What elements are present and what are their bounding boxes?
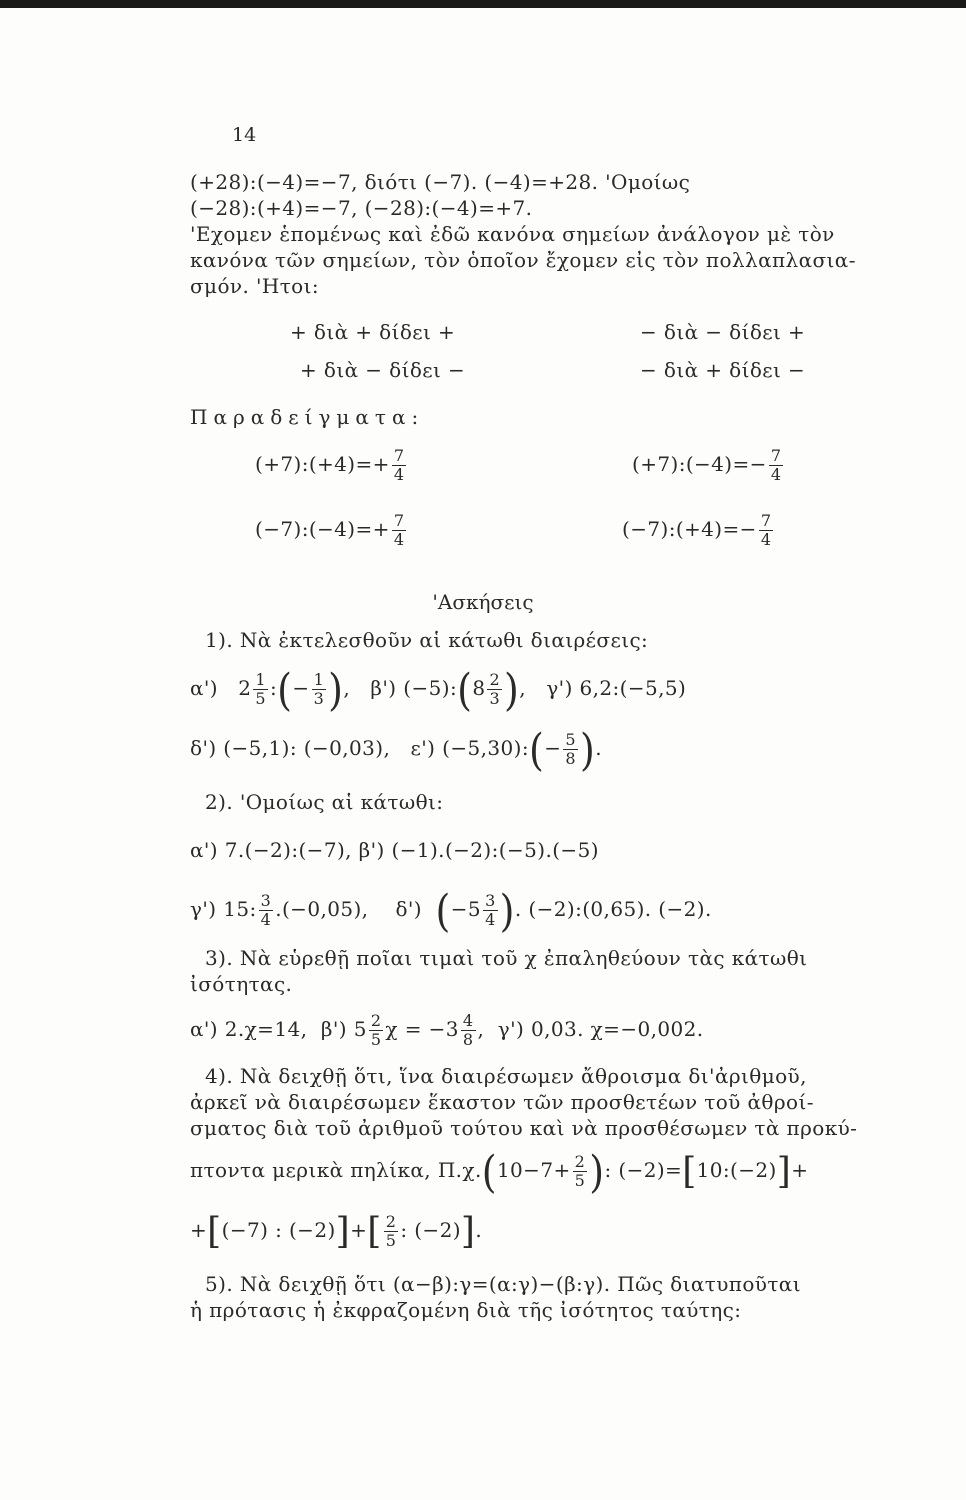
- exercise-4-fraction: [573, 1153, 588, 1190]
- paren-close: ): [499, 885, 515, 936]
- paren-open: (: [435, 885, 451, 936]
- exercise-4-after-paren: : (−2)=: [604, 1158, 683, 1182]
- exercise-3b-fraction-2: [461, 1012, 476, 1049]
- exercise-4-bracket-2: (−7) : (−2): [221, 1218, 336, 1242]
- exercise-1-row-2: δ') (−5,1): (−0,03), ε') (−5,30):(− $\frac{5}{8}$ ).: [190, 724, 602, 775]
- exercise-1-row-1: α') 2 $\frac{1}{5}$ :(− $\frac{1}{3}$ ), β') (−5):(8 $\frac{2}{3}$ ), γ') 6,2:(−5,5): [190, 664, 687, 715]
- paren-open: (: [277, 664, 293, 715]
- exercise-3b-whole: 5: [353, 1017, 367, 1041]
- exercise-1b-num: 2: [489, 670, 501, 689]
- exercise-1a-inner-sign: −: [292, 676, 310, 700]
- exercise-1c: γ') 6,2:(−5,5): [546, 676, 687, 700]
- exercise-2c-right: .(−0,05),: [275, 897, 369, 921]
- example-3-num: 7: [393, 511, 405, 530]
- example-3-text: (−7):(−4)=+: [255, 517, 390, 541]
- exercise-1a-whole: 2: [238, 676, 252, 700]
- example-1-fraction: [392, 447, 407, 484]
- exercise-1e-inner-sign: −: [544, 736, 562, 760]
- exercises-heading: 'Ασκήσεις: [432, 590, 534, 614]
- exercise-4-line5-lead: +: [190, 1218, 208, 1242]
- exercise-4-line-5: +[(−7) : (−2)]+[ $\frac{2}{5}$ : (−2)].: [190, 1210, 483, 1252]
- exercise-1b-fraction: [487, 671, 502, 708]
- exercise-3b-fraction-1: [369, 1012, 384, 1049]
- intro-line-5: σμόν. 'Ητοι:: [190, 274, 319, 298]
- example-2-fraction: [769, 447, 784, 484]
- exercise-3-line-1: 3). Νὰ εὑρεθῇ ποῖαι τιμαὶ τοῦ χ ἐπαληθεύουν τὰς κάτωθι: [205, 946, 808, 970]
- rule-plus-plus: + διὰ + δίδει +: [290, 320, 456, 344]
- exercise-3a: α') 2.χ=14,: [190, 1017, 308, 1041]
- example-4-fraction: [759, 512, 774, 549]
- exercise-2c-num: 3: [260, 891, 272, 910]
- exercise-1e-fraction: [563, 731, 578, 768]
- exercise-1-text: Νὰ ἐκτελεσθοῦν αἱ κάτωθι διαιρέσεις:: [239, 628, 649, 652]
- exercise-4-bracket-3-den: 5: [385, 1231, 397, 1250]
- exercise-1-intro: [205, 628, 648, 652]
- bracket-close: ]: [335, 1210, 351, 1252]
- exercise-4-bracket-1: 10:(−2): [696, 1158, 777, 1182]
- bracket-close: ]: [460, 1210, 476, 1252]
- example-3-fraction: [392, 512, 407, 549]
- example-1-den: 4: [393, 465, 405, 484]
- example-2: [632, 440, 785, 488]
- exercise-5-line-1: 5). Νὰ δειχθῇ ὅτι (α−β):γ=(α:γ)−(β:γ). Πῶς διατυποῦται: [205, 1272, 801, 1296]
- exercise-1b-label: β'): [370, 676, 397, 700]
- exercise-1e-den: 8: [565, 749, 576, 768]
- example-3-den: 4: [393, 530, 405, 549]
- exercise-1a-inner-num: 1: [313, 670, 325, 689]
- exercise-2-intro: 2). 'Ομοίως αἱ κάτωθι:: [205, 790, 444, 814]
- exercise-2c-fraction: [259, 892, 274, 929]
- example-4-num: 7: [760, 511, 772, 530]
- exercise-2c-den: 4: [260, 910, 272, 929]
- rule-minus-plus: − διὰ + δίδει −: [640, 358, 806, 382]
- exercise-3-row: α') 2.χ=14, β') 5 $\frac{2}{5}$ χ = −3 $\frac{4}{8}$ , γ') 0,03. χ=−0,002.: [190, 1011, 704, 1049]
- example-2-num: 7: [770, 446, 782, 465]
- exercise-4-line-1: 4). Νὰ δειχθῇ ὅτι, ἵνα διαιρέσωμεν ἄθροισμα δι'ἀριθμοῦ,: [205, 1064, 807, 1088]
- bracket-open: [: [367, 1210, 382, 1252]
- example-4-text: (−7):(+4)=−: [622, 517, 757, 541]
- example-4-den: 4: [760, 530, 772, 549]
- bracket-open: [: [682, 1150, 697, 1192]
- example-1-num: 7: [393, 446, 405, 465]
- exercise-4-line-2: ἀρκεῖ νὰ διαιρέσωμεν ἕκαστον τῶν προσθετέων τοῦ ἀθροί-: [190, 1090, 814, 1114]
- exercise-1b-left: (−5):: [403, 676, 458, 700]
- exercise-1a-den: 5: [255, 689, 267, 708]
- exercise-1a-div: :: [270, 676, 278, 700]
- exercise-1a-fraction: [253, 671, 268, 708]
- exercise-3b-num: 2: [370, 1011, 382, 1030]
- exercise-2c-left: 15:: [223, 897, 257, 921]
- paren-open: (: [528, 724, 545, 775]
- example-1: [255, 440, 408, 488]
- exercise-4-line-3: σματος διὰ τοῦ ἀριθμοῦ τούτου καὶ νὰ προσθέσωμεν τὰ προκύ-: [190, 1116, 858, 1140]
- paren-open: (: [481, 1146, 497, 1197]
- exercise-4-bracket-3-rest: : (−2): [400, 1218, 461, 1242]
- intro-line-1: (+28):(−4)=−7, διότι (−7). (−4)=+28. 'Ομοίως: [190, 170, 691, 194]
- example-2-text: (+7):(−4)=−: [632, 452, 767, 476]
- exercise-1d: δ') (−5,1): (−0,03),: [190, 736, 391, 760]
- exercise-2d-label: δ'): [395, 897, 423, 921]
- example-3: [255, 505, 408, 553]
- exercise-4-bracket-3-num: 2: [385, 1212, 397, 1231]
- exercise-2d-den: 4: [485, 910, 496, 929]
- exercise-1b-whole: 8: [472, 676, 486, 700]
- exercise-3b-label: β'): [320, 1017, 347, 1041]
- exercise-3c: γ') 0,03. χ=−0,002.: [497, 1017, 704, 1041]
- exercise-4-paren-content: 10−7+: [496, 1158, 571, 1182]
- exercise-3-line-2: ἰσότητας.: [190, 972, 293, 996]
- exercise-1a-inner-fraction: [312, 671, 327, 708]
- paren-close: ): [579, 724, 596, 775]
- exercise-3b-den2: 8: [462, 1030, 474, 1049]
- exercise-1b-den: 3: [489, 689, 501, 708]
- exercise-2-ab: α') 7.(−2):(−7), β') (−1).(−2):(−5).(−5): [190, 838, 599, 862]
- bracket-close: ]: [776, 1150, 792, 1192]
- exercise-2d-num: 3: [485, 891, 496, 910]
- exercise-2d-inner-left: −5: [450, 897, 482, 921]
- exercise-2-row-2: [190, 878, 712, 940]
- exercise-4-num: 2: [574, 1152, 586, 1171]
- exercise-3b-num2: 4: [462, 1011, 474, 1030]
- exercise-1a-inner-den: 3: [313, 689, 325, 708]
- rule-plus-minus: + διὰ − δίδει −: [300, 358, 466, 382]
- examples-heading: Παραδείγματα:: [190, 405, 425, 429]
- exercise-1e-label: ε'): [410, 736, 436, 760]
- exercise-1e-num: 5: [565, 730, 576, 749]
- example-4: [622, 505, 775, 553]
- exercise-4-den: 5: [574, 1171, 586, 1190]
- exercise-2d-right: . (−2):(0,65). (−2).: [514, 897, 712, 921]
- exercise-5-line-2: ἡ πρότασις ἡ ἐκφραζομένη διὰ τῆς ἰσότητος ταύτης:: [190, 1298, 742, 1322]
- exercise-4-bracket-3-fraction: [384, 1213, 399, 1250]
- paren-close: ): [589, 1146, 605, 1197]
- exercise-1e-left: (−5,30):: [442, 736, 529, 760]
- paren-close: ): [328, 664, 344, 715]
- bracket-open: [: [207, 1210, 222, 1252]
- intro-line-4: κανόνα τῶν σημείων, τὸν ὁποῖον ἔχομεν εἰς τὸν πολλαπλασια-: [190, 248, 856, 272]
- page-number: 14: [232, 124, 257, 146]
- rule-minus-minus: − διὰ − δίδει +: [640, 320, 806, 344]
- intro-line-3: 'Εχομεν ἑπομένως καὶ ἐδῶ κανόνα σημείων ἀνάλογον μὲ τὸν: [190, 222, 835, 246]
- exercise-2c-label: γ'): [190, 897, 217, 921]
- exercise-2d-fraction: [483, 892, 498, 929]
- example-1-text: (+7):(+4)=+: [255, 452, 390, 476]
- exercise-3b-mid: χ = −3: [385, 1017, 459, 1041]
- exercise-4-line-4: πτοντα μερικὰ πηλίκα, Π.χ.(10−7+ $\frac{2}{5}$ ): (−2)=[10:(−2)]+: [190, 1146, 809, 1197]
- exercise-3b-den: 5: [370, 1030, 382, 1049]
- exercise-1a-label: α'): [190, 676, 219, 700]
- paren-open: (: [457, 664, 473, 715]
- exercise-4-example-lead: πτοντα μερικὰ πηλίκα, Π.χ.: [190, 1158, 482, 1182]
- exercise-1a-num: 1: [255, 670, 267, 689]
- example-2-den: 4: [770, 465, 782, 484]
- paren-close: ): [504, 664, 520, 715]
- exercise-1-label: 1).: [205, 628, 234, 652]
- intro-line-2: (−28):(+4)=−7, (−28):(−4)=+7.: [190, 196, 533, 220]
